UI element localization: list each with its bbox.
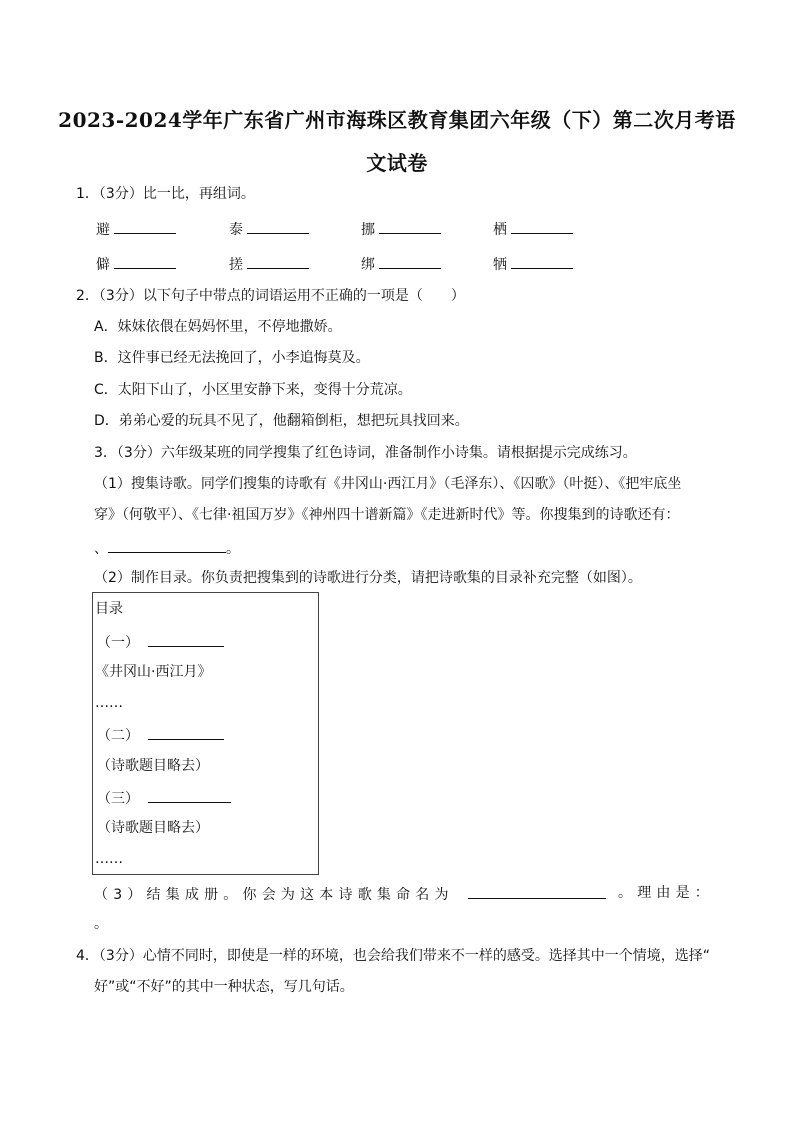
toc-section-1-label: （一） [97, 635, 139, 651]
toc-omit-3: （诗歌题目略去） [97, 820, 209, 836]
q1-char: 搓 [229, 257, 243, 273]
toc-poem-1: 《井冈山·西江月》 [95, 664, 212, 680]
q1-stem: 1．（3分）比一比，再组词。 [76, 186, 255, 202]
q3-stem: 3．（3分）六年级某班的同学搜集了红色诗词，准备制作小诗集。请根据提示完成练习。 [94, 445, 637, 461]
toc-section-3-blank[interactable] [148, 787, 231, 803]
toc-section-2-blank[interactable] [148, 724, 224, 740]
toc-section-2-label: （二） [97, 728, 139, 744]
toc-box [92, 592, 319, 875]
exam-title-line2: 文试卷 [366, 151, 428, 175]
q1-char: 僻 [96, 257, 110, 273]
q1-blank[interactable] [511, 253, 573, 269]
q1-blank[interactable] [379, 218, 441, 234]
q2-option-a: A．妹妹依偎在妈妈怀里，不停地撒娇。 [94, 319, 342, 335]
q2-option-c: C．太阳下山了，小区里安静下来，变得十分荒凉。 [94, 382, 412, 398]
q1-char: 挪 [361, 222, 375, 238]
q3-part1-line1: （1）搜集诗歌。同学们搜集的诗歌有《井冈山·西江月》（毛泽东）、《囚歌》（叶挺）、《把牢底坐 [94, 476, 682, 492]
q3-part1-line2: 穿》（何敬平）、《七律·祖国万岁》《神州四十谱新篇》《走进新时代》等。你搜集到的诗歌还有： [94, 507, 680, 523]
q3-part3-end: 。 [94, 916, 108, 932]
toc-heading: 目录 [95, 601, 123, 617]
q3-poem-answer-blank[interactable] [108, 537, 226, 553]
q1-blank[interactable] [247, 218, 309, 234]
q1-blank[interactable] [247, 253, 309, 269]
q1-blank[interactable] [511, 218, 573, 234]
q2-stem: 2．（3分）以下句子中带点的词语运用不正确的一项是（ ） [76, 288, 465, 304]
exam-title-line1: 2023-2024学年广东省广州市海珠区教育集团六年级（下）第二次月考语 [58, 108, 736, 132]
q1-char: 泰 [229, 222, 243, 238]
q3-part1-suffix: 。 [226, 541, 240, 557]
q4-line2: 好”或“不好”的其中一种状态，写几句话。 [94, 979, 354, 995]
toc-section-1-blank[interactable] [148, 631, 224, 647]
q1-char: 避 [96, 222, 110, 238]
toc-ellipsis-3: …… [95, 851, 123, 867]
q3-part3-reason: 。理由是： [618, 885, 714, 901]
q1-blank[interactable] [114, 253, 176, 269]
q2-option-b: B．这件事已经无法挽回了，小李追悔莫及。 [94, 350, 370, 366]
q4-line1: 4．（3分）心情不同时，即使是一样的环境，也会给我们带来不一样的感受。选择其中一个情境，选择“ [76, 948, 711, 964]
toc-section-3-label: （三） [97, 791, 139, 807]
q1-char: 牺 [493, 257, 507, 273]
q1-blank[interactable] [379, 253, 441, 269]
q1-blank[interactable] [114, 218, 176, 234]
toc-section-3 [97, 787, 231, 809]
toc-section-2 [97, 724, 224, 746]
q3-part1-line3 [94, 537, 240, 559]
q1-char: 绑 [361, 257, 375, 273]
q3-part3 [94, 883, 714, 905]
q2-option-d: D．弟弟心爱的玩具不见了，他翻箱倒柜，想把玩具找回来。 [94, 413, 469, 429]
toc-ellipsis-1: …… [95, 695, 123, 711]
q3-part2: （2）制作目录。你负责把搜集到的诗歌进行分类，请把诗歌集的目录补充完整（如图）。 [94, 570, 642, 586]
q3-part1-prefix: 、 [94, 541, 108, 557]
q3-part3-prefix: （3）结集成册。你会为这本诗歌集命名为 [94, 887, 454, 903]
toc-omit-2: （诗歌题目略去） [97, 758, 209, 774]
toc-section-1 [97, 631, 224, 653]
q1-char: 栖 [493, 222, 507, 238]
q3-name-blank[interactable] [468, 883, 606, 899]
